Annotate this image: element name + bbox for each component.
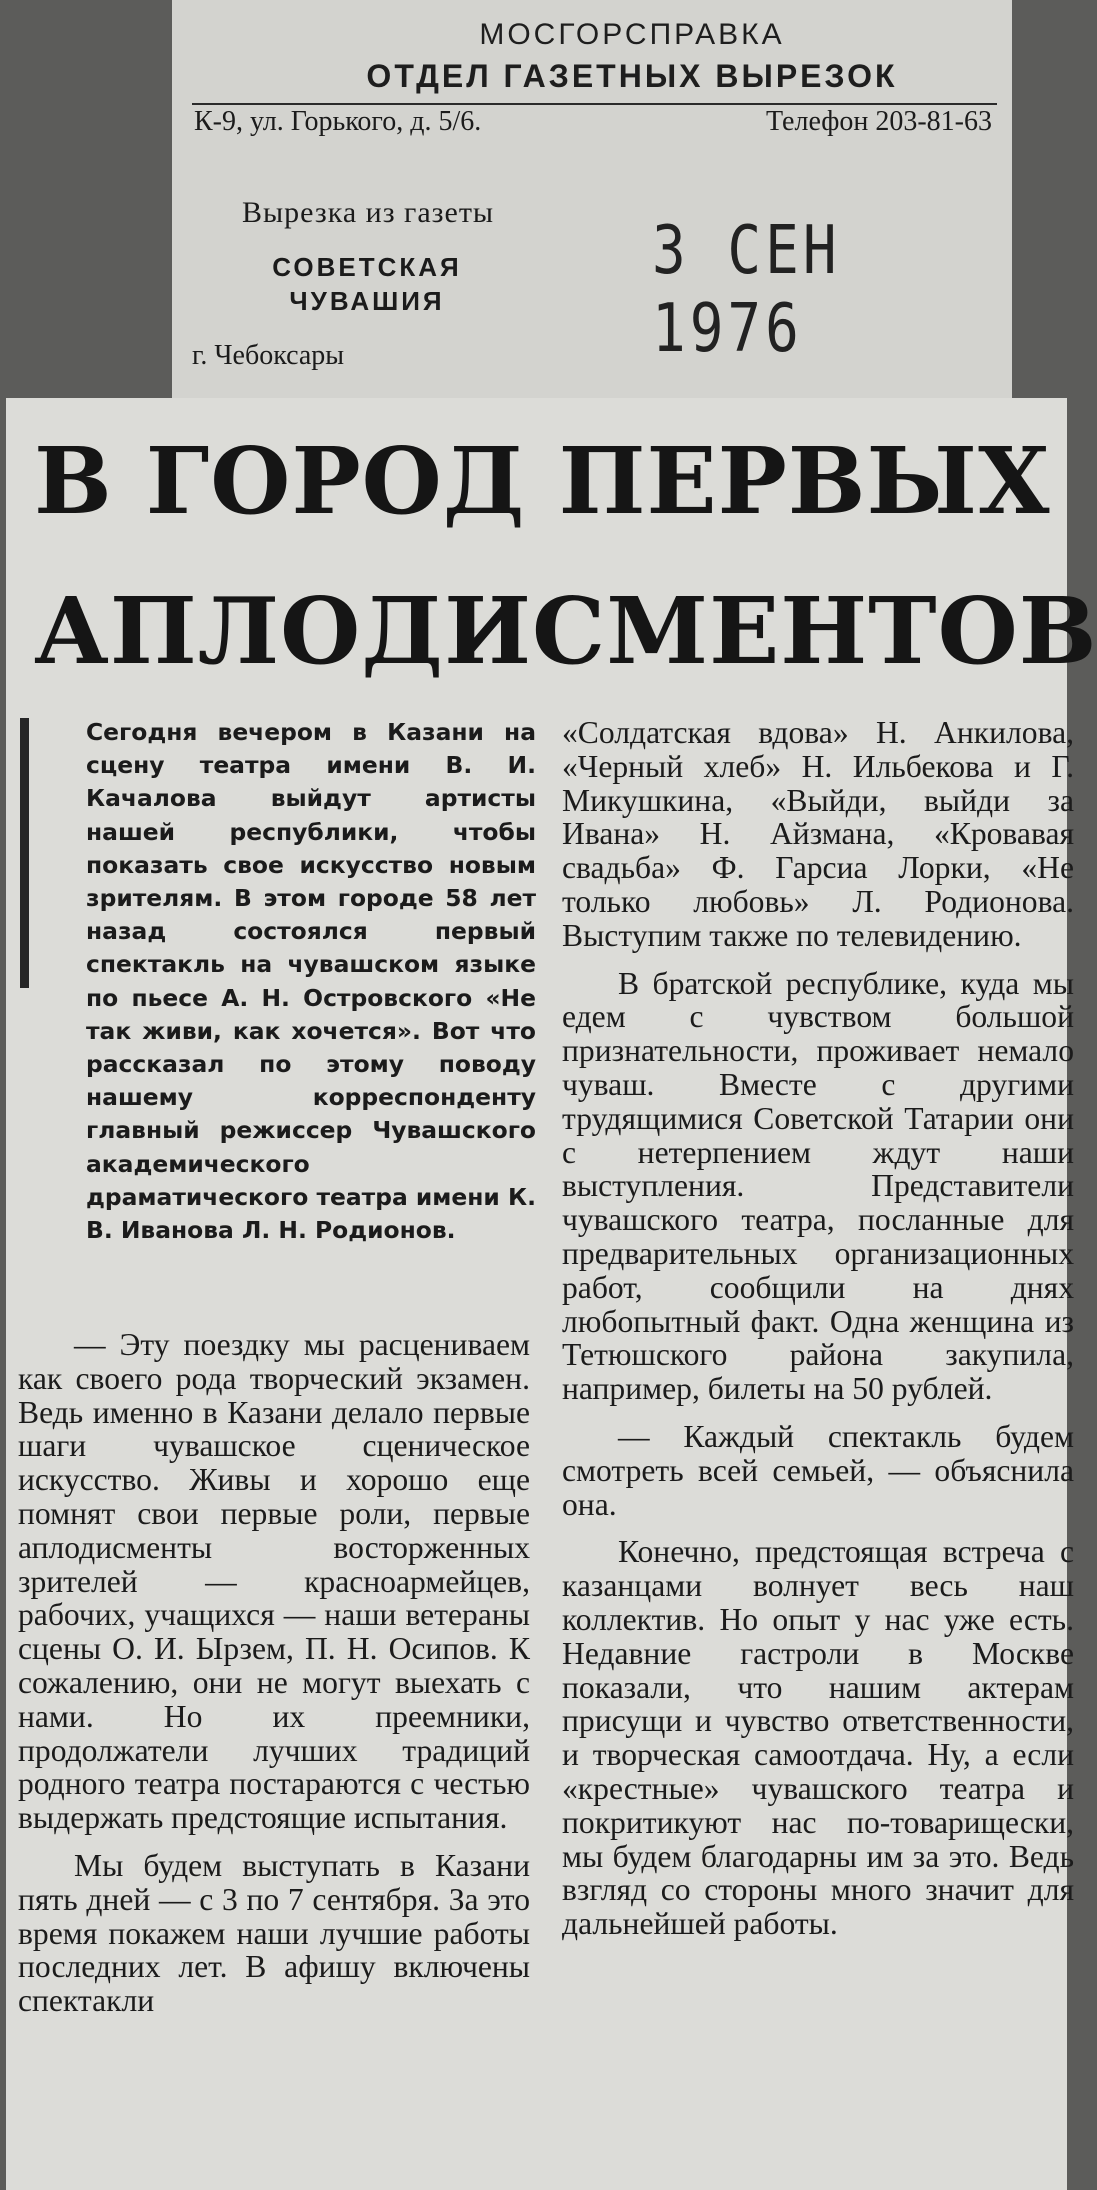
clipping-service-header [172, 0, 1012, 398]
paragraph: «Солдатская вдова» Н. Анкилова, «Черный хлеб» Н. Ильбекова и Г. Микушкина, «Выйди, выйди за Ивана» Н. Айзмана, «Кровавая свадьба» Ф. Гарсиа Лорки, «Не только любовь» Л. Родионова. Выступим также по телевидению. [562, 715, 1074, 953]
newspaper-city: г. Чебоксары [192, 340, 345, 371]
paragraph: Конечно, предстоящая встреча с казанцами волнует весь наш коллектив. Но опыт у нас уже есть. Недавние гастроли в Москве показали, что нашим актерам присущи и чувство ответственности, и творческая самоотдача. Ну, а если «крестные» чувашского театра и покритикуют нас по-товарищески, мы будем благодарны им за это. Ведь взгляд со стороны много значит для дальнейшей работы. [562, 1534, 1074, 1942]
headline-line-2: АПЛОДИСМЕНТОВ [34, 577, 1097, 685]
paragraph: — Каждый спектакль будем смотреть всей семьей, — объяснила она. [562, 1418, 1074, 1522]
article-lead: Сегодня вечером в Казани на сцену театра имени В. И. Качалова выйдут артисты нашей республики, чтобы показать свое искусство новым зрителям. В этом городе 58 лет назад состоялся первый спектакль на чувашском языке по пьесе А. Н. Островского «Не так живи, как хочется». Вот что рассказал по этому поводу нашему корреспонденту главный режиссер Чувашского академического драматического театра имени К. В. Иванова Л. Н. Родионов. [86, 718, 536, 1245]
paragraph: Мы будем выступать в Казани пять дней — с 3 по 7 сентября. За это время покажем наши лучшие работы последних лет. В афишу включены спектакли [18, 1847, 530, 2019]
newspaper-name: СОВЕТСКАЯ ЧУВАШИЯ [272, 252, 462, 316]
header-rule [192, 103, 997, 105]
lead-marker-bar [20, 718, 29, 988]
date-stamp: 3 СЕН 1976 [652, 212, 841, 368]
article-headline [6, 406, 1097, 706]
department-name: ОТДЕЛ ГАЗЕТНЫХ ВЫРЕЗОК [366, 58, 898, 94]
agency-address: К-9, ул. Горького, д. 5/6. [194, 106, 482, 137]
text-column-right [562, 716, 1074, 1955]
agency-phone: Телефон 203-81-63 [766, 106, 992, 137]
headline-line-1: В ГОРОД ПЕРВЫХ [34, 427, 1051, 535]
text-column-left [18, 1328, 530, 2032]
article-clipping [6, 398, 1097, 2190]
paragraph: — Эту поездку мы расцениваем как своего рода творческий экзамен. Ведь именно в Казани делало первые шаги чувашское сценическое искусство. Живы и хорошо еще помнят свои первые роли, первые аплодисменты восторженных зрителей — красноармейцев, рабочих, учащихся — наши ветераны сцены О. И. Ырзем, П. Н. Осипов. К сожалению, они не могут выехать с нами. Но их преемники, продолжатели лучших традиций родного театра постараются с честью выдержать предстоящие испытания. [18, 1327, 530, 1836]
agency-name: МОСГОРСПРАВКА [479, 18, 785, 51]
clipping-label: Вырезка из газеты [242, 196, 495, 229]
paragraph: В братской республике, куда мы едем с чувством большой признательности, проживает немало чуваш. Вместе с другими трудящимися Советской Татарии они с нетерпением ждут наши выступления. Представители чувашского театра, посланные для предварительных организационных работ, сообщили на днях любопытный факт. Одна женщина из Тетюшского района закупила, например, билеты на 50 рублей. [562, 965, 1074, 1407]
